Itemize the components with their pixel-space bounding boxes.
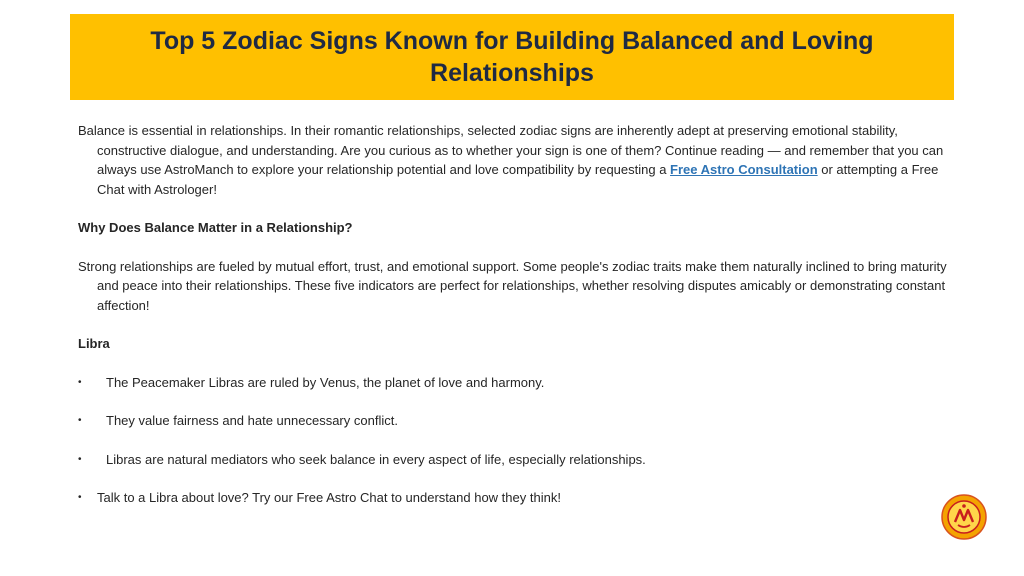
list-item-text: The Peacemaker Libras are ruled by Venus, the planet of love and harmony. — [106, 374, 545, 390]
list-item-text: Libras are natural mediators who seek balance in every aspect of life, especially relationships. — [106, 451, 646, 467]
page-title: Top 5 Zodiac Signs Known for Building Balanced and Loving Relationships — [150, 27, 874, 87]
list-item — [78, 488, 958, 508]
section-paragraph: Strong relationships are fueled by mutual effort, trust, and emotional support. Some people's zodiac traits make them naturally inclined to bring maturity and peace into their relationships. These five indicators are perfect for relationships, whether resolving disputes amicably or demonstrating constant affection! — [78, 258, 947, 313]
article-body — [78, 121, 958, 527]
intro-paragraph — [78, 121, 958, 199]
logo-graphic — [941, 494, 987, 540]
intro-text-after-link: or attempting a Free Chat with Astrologer! — [97, 162, 939, 197]
astromanch-logo-icon[interactable] — [941, 494, 987, 540]
bullet-icon: • — [78, 376, 82, 388]
libra-bullet-list — [78, 373, 958, 508]
bullet-icon: • — [78, 415, 82, 426]
list-item-text: Talk to a Libra about love? Try our Free Astro Chat to understand how they think! — [97, 490, 561, 505]
title-banner — [70, 14, 954, 100]
list-item — [78, 373, 958, 393]
list-item — [78, 450, 958, 470]
list-item-text: They value fairness and hate unnecessary conflict. — [106, 413, 398, 428]
free-astro-consultation-link[interactable]: Free Astro Consultation — [670, 162, 818, 177]
sign-heading-libra: Libra — [78, 336, 110, 351]
bullet-icon: • — [78, 492, 82, 503]
intro-text-before-link: Balance is essential in relationships. In their romantic relationships, selected zodiac signs are inherently adept at preserving emotional stability, constructive dialogue, and understanding. Are you curious as to whether your sign is one of them? Continue reading — and remember that you can always use AstroManch to explore your relationship potential and love compatibility by requesting a — [78, 123, 944, 177]
list-item — [78, 411, 958, 431]
section-heading: Why Does Balance Matter in a Relationship? — [78, 220, 353, 235]
bullet-icon: • — [78, 453, 82, 465]
